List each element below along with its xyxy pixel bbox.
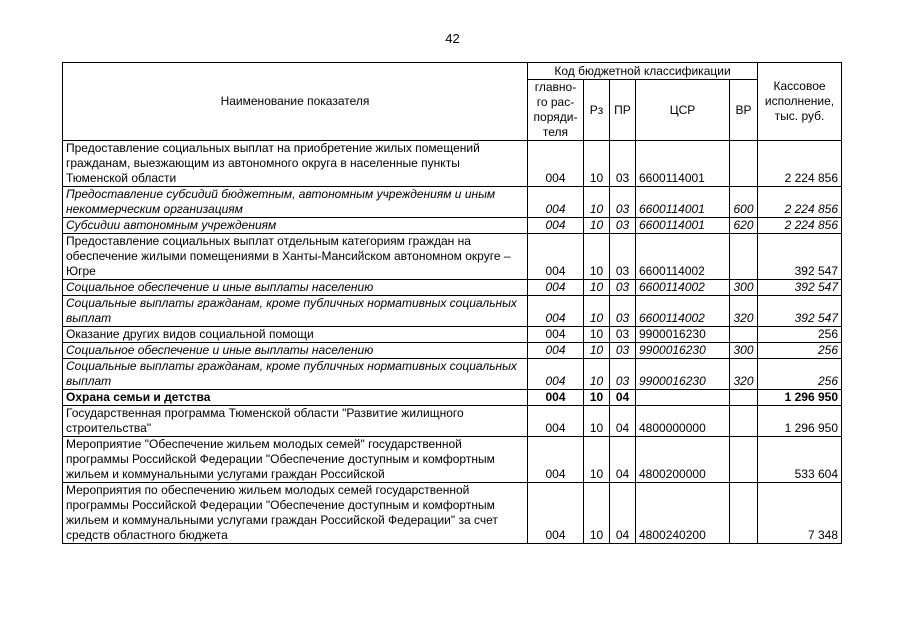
row-csr: 9900016230 — [636, 359, 730, 390]
header-code-group: Код бюджетной классификации — [528, 63, 758, 80]
row-pr: 04 — [610, 437, 636, 483]
row-rz: 10 — [584, 187, 610, 218]
table-row — [63, 343, 842, 359]
header-csr: ЦСР — [636, 80, 730, 141]
row-vr — [730, 406, 758, 437]
header-name: Наименование показателя — [63, 63, 528, 141]
row-pr: 04 — [610, 390, 636, 406]
table-row — [63, 296, 842, 327]
row-csr: 4800240200 — [636, 483, 730, 544]
row-name: Предоставление социальных выплат отдельным категориям граждан на обеспечение жилыми помещениями в Ханты-Мансийском автономном округе – Югре — [63, 234, 528, 280]
row-vr — [730, 437, 758, 483]
row-pr: 03 — [610, 343, 636, 359]
row-pr: 03 — [610, 218, 636, 234]
row-vr: 320 — [730, 296, 758, 327]
row-amount: 2 224 856 — [758, 218, 842, 234]
row-rz: 10 — [584, 406, 610, 437]
row-glavn: 004 — [528, 187, 584, 218]
row-rz: 10 — [584, 327, 610, 343]
row-rz: 10 — [584, 234, 610, 280]
row-rz: 10 — [584, 437, 610, 483]
row-name: Предоставление субсидий бюджетным, автономным учреждениям и иным некоммерческим организациям — [63, 187, 528, 218]
table-row — [63, 218, 842, 234]
row-pr: 04 — [610, 483, 636, 544]
table-body — [63, 141, 842, 544]
header-amount: Кассовое исполнение, тыс. руб. — [758, 63, 842, 141]
row-vr: 300 — [730, 343, 758, 359]
row-name: Оказание других видов социальной помощи — [63, 327, 528, 343]
header-glavn: главно-го рас-поряди-теля — [528, 80, 584, 141]
row-name: Социальное обеспечение и иные выплаты населению — [63, 280, 528, 296]
row-glavn: 004 — [528, 343, 584, 359]
page-number: 42 — [445, 31, 460, 46]
row-name: Социальные выплаты гражданам, кроме публичных нормативных социальных выплат — [63, 359, 528, 390]
row-amount: 392 547 — [758, 280, 842, 296]
row-amount: 2 224 856 — [758, 187, 842, 218]
table-row — [63, 141, 842, 187]
row-vr — [730, 483, 758, 544]
row-rz: 10 — [584, 218, 610, 234]
row-pr: 03 — [610, 296, 636, 327]
row-pr: 03 — [610, 327, 636, 343]
row-glavn: 004 — [528, 218, 584, 234]
budget-table — [62, 62, 842, 544]
row-name: Мероприятия по обеспечению жильем молодых семей государственной программы Российской Федерации "Обеспечение доступным и комфортным жильем и коммунальными услугами граждан Российской Федерации" за счет средств областного бюджета — [63, 483, 528, 544]
table-row — [63, 359, 842, 390]
row-pr: 03 — [610, 141, 636, 187]
row-vr: 620 — [730, 218, 758, 234]
row-rz: 10 — [584, 280, 610, 296]
row-amount: 2 224 856 — [758, 141, 842, 187]
row-csr: 6600114001 — [636, 187, 730, 218]
table-row — [63, 327, 842, 343]
row-pr: 03 — [610, 280, 636, 296]
row-rz: 10 — [584, 141, 610, 187]
row-vr: 320 — [730, 359, 758, 390]
row-csr: 6600114002 — [636, 234, 730, 280]
row-glavn: 004 — [528, 406, 584, 437]
row-name: Социальные выплаты гражданам, кроме публичных нормативных социальных выплат — [63, 296, 528, 327]
row-csr: 6600114002 — [636, 280, 730, 296]
row-glavn: 004 — [528, 327, 584, 343]
row-glavn: 004 — [528, 296, 584, 327]
row-name: Субсидии автономным учреждениям — [63, 218, 528, 234]
table-row — [63, 406, 842, 437]
row-pr: 04 — [610, 406, 636, 437]
row-rz: 10 — [584, 296, 610, 327]
table-row — [63, 483, 842, 544]
header-vr: ВР — [730, 80, 758, 141]
row-rz: 10 — [584, 390, 610, 406]
table-row — [63, 234, 842, 280]
table-row — [63, 280, 842, 296]
row-amount: 533 604 — [758, 437, 842, 483]
header-pr: ПР — [610, 80, 636, 141]
row-vr — [730, 327, 758, 343]
row-name: Охрана семьи и детства — [63, 390, 528, 406]
table-row — [63, 187, 842, 218]
row-pr: 03 — [610, 234, 636, 280]
row-csr: 6600114001 — [636, 218, 730, 234]
row-amount: 256 — [758, 359, 842, 390]
row-csr: 4800200000 — [636, 437, 730, 483]
table-row — [63, 390, 842, 406]
row-name: Социальное обеспечение и иные выплаты населению — [63, 343, 528, 359]
row-pr: 03 — [610, 359, 636, 390]
row-pr: 03 — [610, 187, 636, 218]
row-glavn: 004 — [528, 280, 584, 296]
row-glavn: 004 — [528, 390, 584, 406]
row-rz: 10 — [584, 359, 610, 390]
row-vr — [730, 141, 758, 187]
row-csr: 6600114002 — [636, 296, 730, 327]
row-name: Государственная программа Тюменской области "Развитие жилищного строительства" — [63, 406, 528, 437]
row-amount: 256 — [758, 343, 842, 359]
row-glavn: 004 — [528, 234, 584, 280]
row-csr: 4800000000 — [636, 406, 730, 437]
row-amount: 392 547 — [758, 296, 842, 327]
header-rz: Рз — [584, 80, 610, 141]
row-glavn: 004 — [528, 359, 584, 390]
row-amount: 392 547 — [758, 234, 842, 280]
row-vr — [730, 390, 758, 406]
row-glavn: 004 — [528, 483, 584, 544]
table-row — [63, 437, 842, 483]
row-vr: 600 — [730, 187, 758, 218]
row-glavn: 004 — [528, 141, 584, 187]
row-glavn: 004 — [528, 437, 584, 483]
row-amount: 1 296 950 — [758, 390, 842, 406]
row-amount: 7 348 — [758, 483, 842, 544]
row-rz: 10 — [584, 343, 610, 359]
row-rz: 10 — [584, 483, 610, 544]
row-vr — [730, 234, 758, 280]
row-csr: 6600114001 — [636, 141, 730, 187]
row-csr: 9900016230 — [636, 327, 730, 343]
row-amount: 256 — [758, 327, 842, 343]
row-amount: 1 296 950 — [758, 406, 842, 437]
row-vr: 300 — [730, 280, 758, 296]
row-name: Мероприятие "Обеспечение жильем молодых семей" государственной программы Российской Федерации "Обеспечение доступным и комфортным жильем и коммунальными услугами граждан Российской — [63, 437, 528, 483]
row-csr — [636, 390, 730, 406]
row-name: Предоставление социальных выплат на приобретение жилых помещений гражданам, выезжающим из автономного округа в населенные пункты Тюменской области — [63, 141, 528, 187]
row-csr: 9900016230 — [636, 343, 730, 359]
